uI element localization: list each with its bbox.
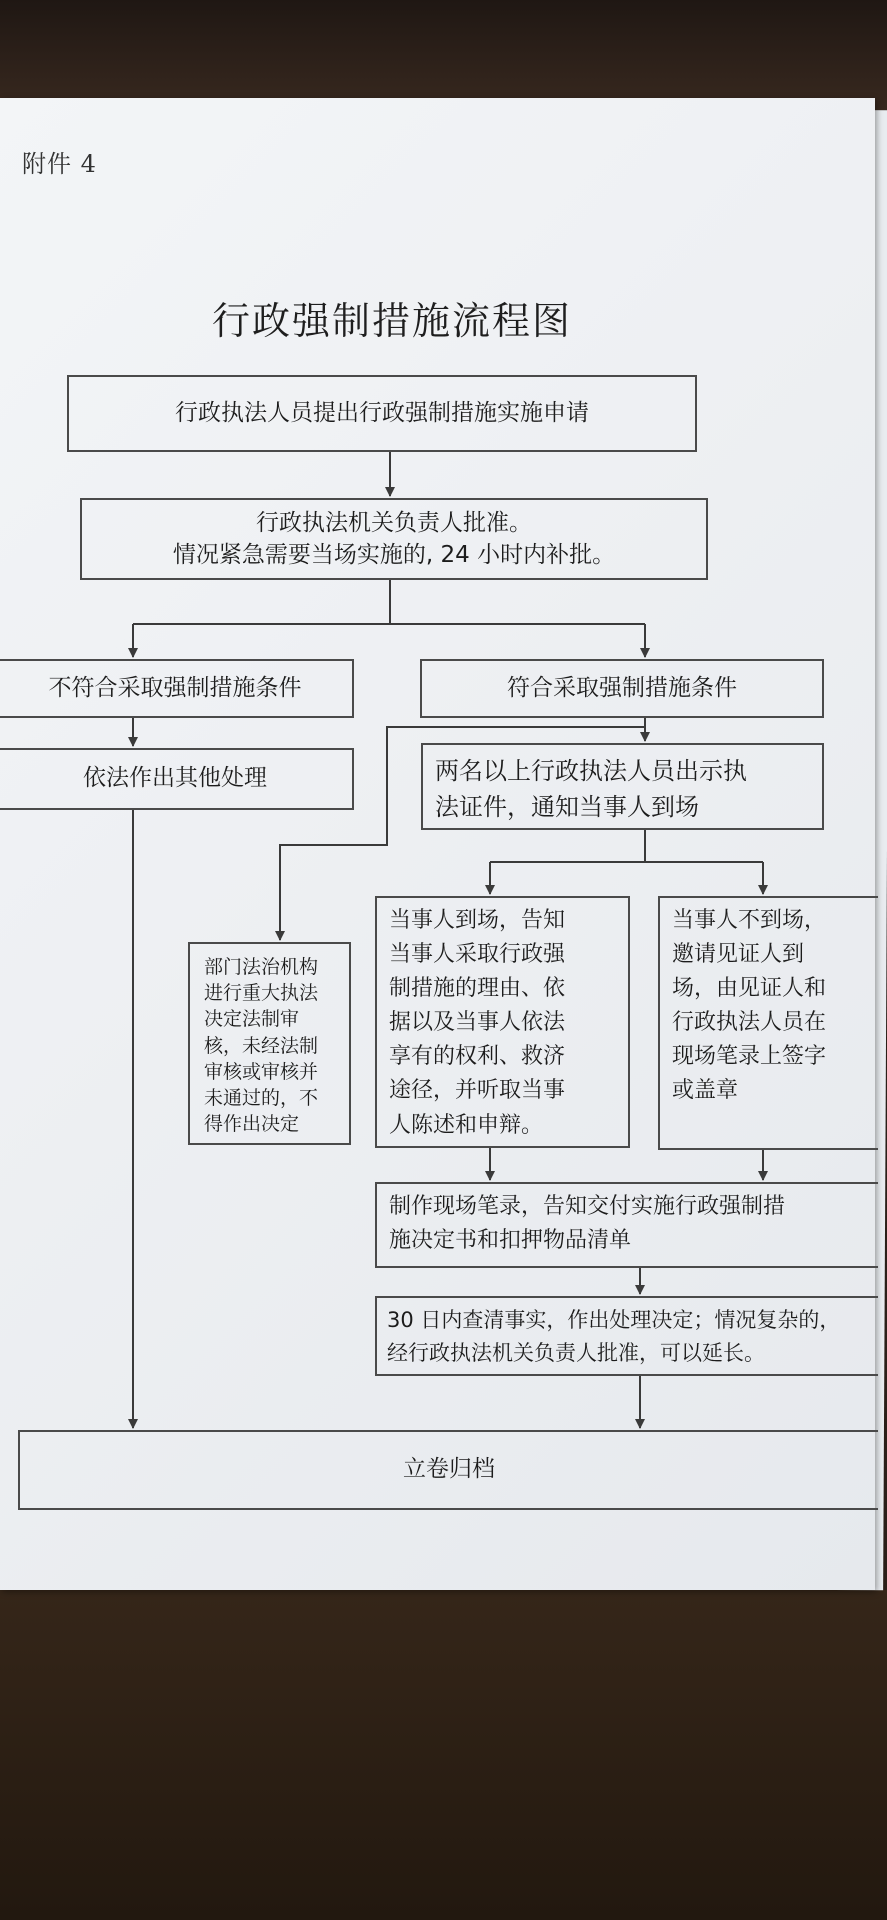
node-meet-text: 符合采取强制措施条件 [507, 674, 737, 701]
node-party-present-line-7: 人陈述和申辩。 [389, 1112, 544, 1138]
node-party-present-line-2: 当事人采取行政强 [389, 942, 566, 968]
node-apply-text: 行政执法人员提出行政强制措施实施申请 [175, 399, 589, 426]
page-title: 行政强制措施流程图 [212, 299, 573, 343]
node-legal-review [188, 942, 351, 1145]
node-legal-review-line-1: 部门法治机构 [204, 956, 319, 978]
node-apply [67, 375, 697, 452]
node-party-absent [658, 896, 878, 1150]
node-decide-30-days [375, 1296, 878, 1376]
node-decide-30-days-line-1: 30 日内查清事实，作出处理决定；情况复杂的， [387, 1308, 841, 1332]
node-decide-30-days-line-2: 经行政执法机关负责人批准，可以延长。 [387, 1340, 765, 1365]
node-meet [420, 659, 824, 718]
table-surface-bottom [0, 1590, 887, 1920]
attachment-label: 附件 4 [22, 150, 97, 178]
node-party-present [375, 896, 630, 1148]
node-legal-review-line-5: 审核或审核并 [204, 1060, 319, 1083]
node-party-present-line-3: 制措施的理由、依 [389, 976, 566, 1002]
node-approve-line-2: 情况紧急需要当场实施的, 24 小时内补批。 [172, 542, 616, 568]
node-party-absent-line-1: 当事人不到场， [672, 908, 827, 933]
node-other-handling-text: 依法作出其他处理 [83, 765, 267, 792]
node-party-present-line-6: 途径，并听取当事 [389, 1078, 566, 1104]
node-show-cert-line-1: 两名以上行政执法人员出示执 [435, 757, 747, 785]
node-party-absent-line-6: 或盖章 [672, 1078, 739, 1104]
node-legal-review-line-3: 决定法制审 [204, 1008, 300, 1031]
node-make-record-line-1: 制作现场笔录，告知交付实施行政强制措 [389, 1194, 786, 1219]
node-make-record [375, 1182, 878, 1268]
node-legal-review-line-2: 进行重大执法 [204, 982, 319, 1005]
node-show-cert [421, 743, 824, 830]
node-not-meet-text: 不符合采取强制措施条件 [48, 674, 302, 701]
node-approve [80, 498, 708, 580]
node-archive [18, 1430, 878, 1510]
node-legal-review-line-4: 核，未经法制 [204, 1034, 319, 1057]
node-show-cert-line-2: 法证件，通知当事人到场 [435, 793, 699, 821]
node-other-handling [0, 748, 354, 810]
node-legal-review-line-6: 未通过的，不 [204, 1087, 319, 1110]
node-party-present-line-5: 享有的权利、救济 [389, 1044, 566, 1070]
node-not-meet [0, 659, 354, 718]
node-party-present-line-4: 据以及当事人依法 [389, 1010, 566, 1036]
node-party-absent-line-2: 邀请见证人到 [672, 942, 805, 968]
node-approve-line-1: 行政执法机关负责人批准。 [256, 509, 532, 536]
node-party-absent-line-4: 行政执法人员在 [672, 1010, 827, 1036]
node-archive-text: 立卷归档 [403, 1456, 495, 1483]
node-party-absent-line-3: 场，由见证人和 [672, 976, 827, 1002]
node-legal-review-line-7: 得作出决定 [204, 1113, 300, 1136]
node-party-present-line-1: 当事人到场，告知 [389, 908, 566, 933]
node-make-record-line-2: 施决定书和扣押物品清单 [389, 1228, 632, 1254]
node-party-absent-line-5: 现场笔录上签字 [672, 1044, 827, 1070]
